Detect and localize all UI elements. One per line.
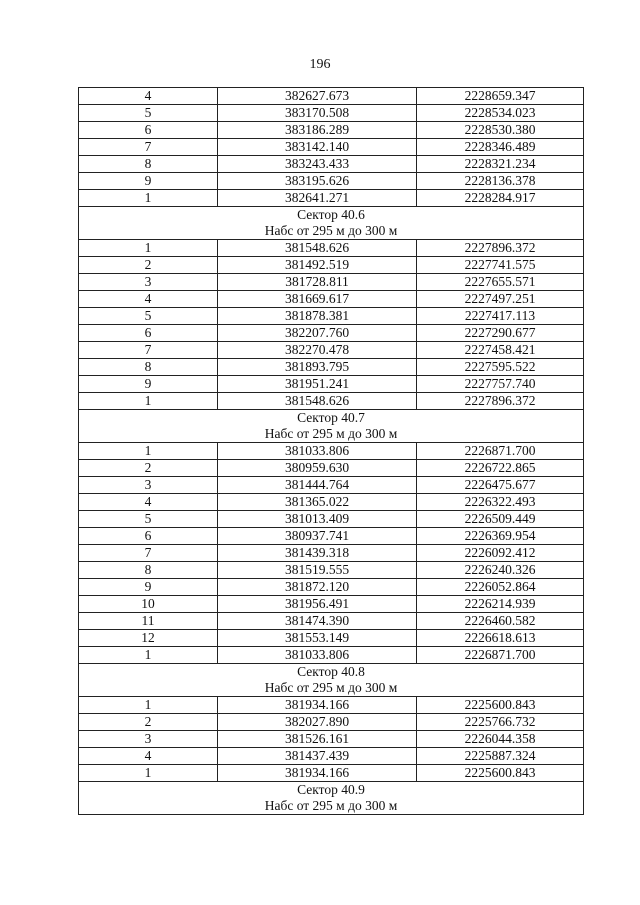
point-number-cell: 6 xyxy=(79,122,218,139)
x-coordinate-cell: 381013.409 xyxy=(218,511,417,528)
table-row xyxy=(79,765,584,782)
table-row xyxy=(79,596,584,613)
y-coordinate-cell: 2226871.700 xyxy=(417,443,584,460)
point-number-cell: 1 xyxy=(79,443,218,460)
x-coordinate-cell: 381548.626 xyxy=(218,393,417,410)
table-row xyxy=(79,697,584,714)
table-row xyxy=(79,511,584,528)
point-number-cell: 4 xyxy=(79,494,218,511)
point-number-cell: 8 xyxy=(79,562,218,579)
point-number-cell: 10 xyxy=(79,596,218,613)
x-coordinate-cell: 381669.617 xyxy=(218,291,417,308)
sector-subtitle-row xyxy=(79,680,584,697)
y-coordinate-cell: 2227896.372 xyxy=(417,240,584,257)
x-coordinate-cell: 382027.890 xyxy=(218,714,417,731)
point-number-cell: 3 xyxy=(79,731,218,748)
point-number-cell: 2 xyxy=(79,257,218,274)
table-row xyxy=(79,240,584,257)
y-coordinate-cell: 2228321.234 xyxy=(417,156,584,173)
y-coordinate-cell: 2225600.843 xyxy=(417,697,584,714)
table-row xyxy=(79,308,584,325)
table-row xyxy=(79,562,584,579)
point-number-cell: 6 xyxy=(79,528,218,545)
y-coordinate-cell: 2228534.023 xyxy=(417,105,584,122)
y-coordinate-cell: 2227655.571 xyxy=(417,274,584,291)
y-coordinate-cell: 2226475.677 xyxy=(417,477,584,494)
sector-title-row xyxy=(79,664,584,681)
point-number-cell: 1 xyxy=(79,190,218,207)
x-coordinate-cell: 381474.390 xyxy=(218,613,417,630)
table-row xyxy=(79,257,584,274)
point-number-cell: 12 xyxy=(79,630,218,647)
table-row xyxy=(79,359,584,376)
table-row xyxy=(79,460,584,477)
point-number-cell: 2 xyxy=(79,714,218,731)
y-coordinate-cell: 2225600.843 xyxy=(417,765,584,782)
table-row xyxy=(79,393,584,410)
point-number-cell: 9 xyxy=(79,579,218,596)
x-coordinate-cell: 381365.022 xyxy=(218,494,417,511)
y-coordinate-cell: 2226322.493 xyxy=(417,494,584,511)
y-coordinate-cell: 2226044.358 xyxy=(417,731,584,748)
point-number-cell: 6 xyxy=(79,325,218,342)
point-number-cell: 5 xyxy=(79,308,218,325)
coordinates-table-body xyxy=(79,88,584,815)
x-coordinate-cell: 381526.161 xyxy=(218,731,417,748)
point-number-cell: 1 xyxy=(79,647,218,664)
sector-subtitle-row xyxy=(79,798,584,815)
y-coordinate-cell: 2226722.865 xyxy=(417,460,584,477)
point-number-cell: 8 xyxy=(79,359,218,376)
point-number-cell: 8 xyxy=(79,156,218,173)
x-coordinate-cell: 382270.478 xyxy=(218,342,417,359)
point-number-cell: 1 xyxy=(79,240,218,257)
x-coordinate-cell: 381951.241 xyxy=(218,376,417,393)
y-coordinate-cell: 2228284.917 xyxy=(417,190,584,207)
y-coordinate-cell: 2228659.347 xyxy=(417,88,584,105)
table-row xyxy=(79,342,584,359)
point-number-cell: 11 xyxy=(79,613,218,630)
y-coordinate-cell: 2226092.412 xyxy=(417,545,584,562)
x-coordinate-cell: 383195.626 xyxy=(218,173,417,190)
x-coordinate-cell: 382641.271 xyxy=(218,190,417,207)
y-coordinate-cell: 2226618.613 xyxy=(417,630,584,647)
x-coordinate-cell: 383186.289 xyxy=(218,122,417,139)
y-coordinate-cell: 2225887.324 xyxy=(417,748,584,765)
sector-title: Сектор 40.7 xyxy=(79,410,584,427)
sector-subtitle-row xyxy=(79,426,584,443)
page-number: 196 xyxy=(309,57,331,72)
table-row xyxy=(79,173,584,190)
table-row xyxy=(79,630,584,647)
table-row xyxy=(79,291,584,308)
x-coordinate-cell: 381893.795 xyxy=(218,359,417,376)
point-number-cell: 7 xyxy=(79,342,218,359)
y-coordinate-cell: 2226509.449 xyxy=(417,511,584,528)
sector-title-row xyxy=(79,207,584,224)
y-coordinate-cell: 2228136.378 xyxy=(417,173,584,190)
x-coordinate-cell: 381548.626 xyxy=(218,240,417,257)
point-number-cell: 3 xyxy=(79,274,218,291)
y-coordinate-cell: 2226369.954 xyxy=(417,528,584,545)
y-coordinate-cell: 2226214.939 xyxy=(417,596,584,613)
point-number-cell: 4 xyxy=(79,748,218,765)
x-coordinate-cell: 380959.630 xyxy=(218,460,417,477)
y-coordinate-cell: 2228530.380 xyxy=(417,122,584,139)
sector-subtitle: Набс от 295 м до 300 м xyxy=(79,223,584,240)
y-coordinate-cell: 2226052.864 xyxy=(417,579,584,596)
table-row xyxy=(79,545,584,562)
point-number-cell: 4 xyxy=(79,291,218,308)
sector-title-row xyxy=(79,782,584,799)
y-coordinate-cell: 2227741.575 xyxy=(417,257,584,274)
y-coordinate-cell: 2226871.700 xyxy=(417,647,584,664)
y-coordinate-cell: 2228346.489 xyxy=(417,139,584,156)
point-number-cell: 9 xyxy=(79,173,218,190)
table-row xyxy=(79,477,584,494)
table-row xyxy=(79,88,584,105)
y-coordinate-cell: 2227458.421 xyxy=(417,342,584,359)
table-row xyxy=(79,494,584,511)
x-coordinate-cell: 381934.166 xyxy=(218,765,417,782)
x-coordinate-cell: 381878.381 xyxy=(218,308,417,325)
y-coordinate-cell: 2227497.251 xyxy=(417,291,584,308)
point-number-cell: 1 xyxy=(79,697,218,714)
y-coordinate-cell: 2227417.113 xyxy=(417,308,584,325)
x-coordinate-cell: 381519.555 xyxy=(218,562,417,579)
table-row xyxy=(79,731,584,748)
table-row xyxy=(79,748,584,765)
sector-title: Сектор 40.8 xyxy=(79,664,584,681)
point-number-cell: 1 xyxy=(79,765,218,782)
x-coordinate-cell: 380937.741 xyxy=(218,528,417,545)
point-number-cell: 5 xyxy=(79,511,218,528)
y-coordinate-cell: 2226460.582 xyxy=(417,613,584,630)
point-number-cell: 5 xyxy=(79,105,218,122)
x-coordinate-cell: 381934.166 xyxy=(218,697,417,714)
sector-title: Сектор 40.6 xyxy=(79,207,584,224)
x-coordinate-cell: 381437.439 xyxy=(218,748,417,765)
x-coordinate-cell: 381444.764 xyxy=(218,477,417,494)
table-row xyxy=(79,190,584,207)
sector-subtitle: Набс от 295 м до 300 м xyxy=(79,798,584,815)
table-row xyxy=(79,528,584,545)
point-number-cell: 2 xyxy=(79,460,218,477)
table-row xyxy=(79,579,584,596)
point-number-cell: 9 xyxy=(79,376,218,393)
y-coordinate-cell: 2227757.740 xyxy=(417,376,584,393)
table-row xyxy=(79,139,584,156)
table-row xyxy=(79,714,584,731)
x-coordinate-cell: 383142.140 xyxy=(218,139,417,156)
y-coordinate-cell: 2226240.326 xyxy=(417,562,584,579)
x-coordinate-cell: 381033.806 xyxy=(218,443,417,460)
y-coordinate-cell: 2227595.522 xyxy=(417,359,584,376)
sector-title: Сектор 40.9 xyxy=(79,782,584,799)
table-row xyxy=(79,274,584,291)
x-coordinate-cell: 381492.519 xyxy=(218,257,417,274)
table-row xyxy=(79,443,584,460)
sector-subtitle: Набс от 295 м до 300 м xyxy=(79,680,584,697)
table-row xyxy=(79,105,584,122)
table-row xyxy=(79,647,584,664)
x-coordinate-cell: 381033.806 xyxy=(218,647,417,664)
point-number-cell: 1 xyxy=(79,393,218,410)
table-row xyxy=(79,156,584,173)
point-number-cell: 3 xyxy=(79,477,218,494)
sector-title-row xyxy=(79,410,584,427)
x-coordinate-cell: 383170.508 xyxy=(218,105,417,122)
table-row xyxy=(79,376,584,393)
y-coordinate-cell: 2227290.677 xyxy=(417,325,584,342)
point-number-cell: 4 xyxy=(79,88,218,105)
y-coordinate-cell: 2227896.372 xyxy=(417,393,584,410)
coordinates-table xyxy=(78,87,584,815)
point-number-cell: 7 xyxy=(79,545,218,562)
x-coordinate-cell: 381872.120 xyxy=(218,579,417,596)
point-number-cell: 7 xyxy=(79,139,218,156)
table-row xyxy=(79,325,584,342)
x-coordinate-cell: 381439.318 xyxy=(218,545,417,562)
y-coordinate-cell: 2225766.732 xyxy=(417,714,584,731)
table-row xyxy=(79,613,584,630)
x-coordinate-cell: 383243.433 xyxy=(218,156,417,173)
table-row xyxy=(79,122,584,139)
x-coordinate-cell: 381728.811 xyxy=(218,274,417,291)
x-coordinate-cell: 381553.149 xyxy=(218,630,417,647)
x-coordinate-cell: 382207.760 xyxy=(218,325,417,342)
sector-subtitle-row xyxy=(79,223,584,240)
x-coordinate-cell: 381956.491 xyxy=(218,596,417,613)
x-coordinate-cell: 382627.673 xyxy=(218,88,417,105)
sector-subtitle: Набс от 295 м до 300 м xyxy=(79,426,584,443)
